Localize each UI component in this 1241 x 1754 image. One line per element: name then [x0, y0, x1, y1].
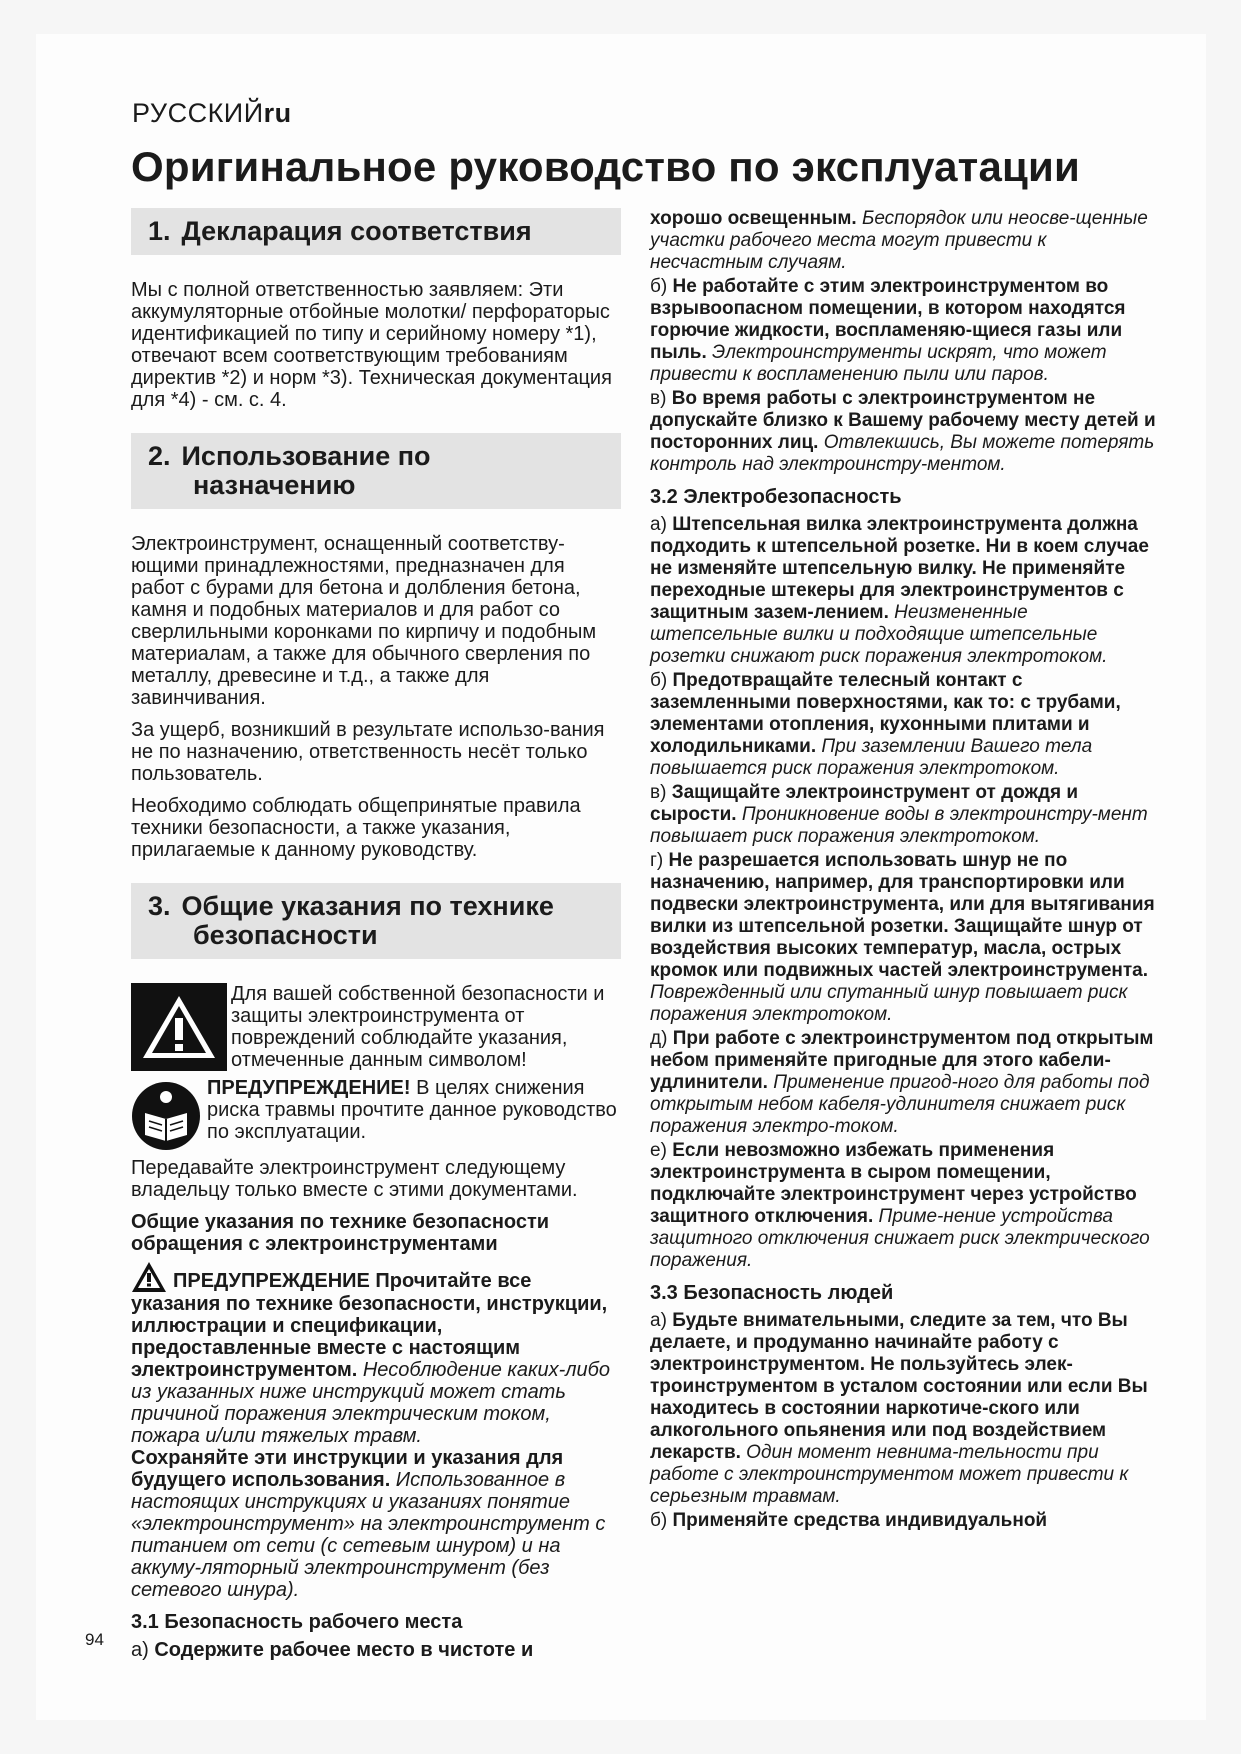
- personal-item-a: а) Будьте внимательными, следите за тем, что Вы делаете, и продуманно начинайте работу с электроинструментом. Не пользуйтесь элек-троинструментом в усталом состоянии или если Вы находитесь в состоянии наркотиче-ского или алкогольного опьянения или под воздействием лекарств. Один момент невнима-тельности при работе с электроинструментом может привести к серьезным травмам.: [650, 1310, 1148, 1507]
- left-column: [131, 208, 621, 1671]
- page-title: Оригинальное руководство по эксплуатации: [131, 143, 1081, 190]
- read-manual-icon: [131, 1081, 201, 1151]
- electrical-item-e: е) Если невозможно избежать применения электроинструмента в сыром помещении, подключайте электроинструмент через устройство защитного отключения. Приме-нение устройства защитного отключения снижает риск электрического поражения.: [650, 1140, 1150, 1271]
- declaration-text: Мы с полной ответственностью заявляем: Эти аккумуляторные отбойные молотки/ перфораторыс идентификацией по типу и серийному номеру *1), отвечают всем соответствующим требованиям директив *2) и норм *3). Техническая документация для *4) - см. с. 4.: [131, 279, 612, 411]
- liability-text: За ущерб, возникший в результате использо-вания не по назначению, ответственность несёт только пользователь.: [131, 719, 605, 785]
- personal-item-b: б) Применяйте средства индивидуальной: [650, 1510, 1048, 1531]
- pass-on-text: Передавайте электроинструмент следующему владельцу только вместе с этими документами.: [131, 1157, 578, 1201]
- section-1-heading: 1. Декларация соответствия: [131, 208, 621, 255]
- work-area-safety-heading: 3.1 Безопасность рабочего места: [131, 1611, 463, 1633]
- personal-safety-heading: 3.3 Безопасность людей: [650, 1282, 894, 1304]
- electrical-item-a: а) Штепсельная вилка электроинструмента должна подходить к штепсельной розетке. Ни в коем случае не изменяйте штепсельную вилку. Не применяйте переходные штекеры для электроинструментов с защитным зазем-лением. Неизмененные штепсельные вилки и подходящие штепсельные розетки снижают риск поражения электротоком.: [650, 514, 1149, 667]
- work-area-item-a: а) Содержите рабочее место в чистоте и: [131, 1639, 534, 1661]
- electrical-safety-heading: 3.2 Электробезопасность: [650, 486, 902, 508]
- right-column: [650, 208, 1156, 1542]
- electrical-item-d: д) При работе с электроинструментом под открытым небом применяйте пригодные для этого кабели-удлинители. Применение пригод-ного для работы под открытым небом кабеля-удлинителя снижает риск поражения электро-током.: [650, 1028, 1154, 1137]
- warning-symbol-row: [131, 983, 621, 1071]
- language-label: РУССКИЙru: [132, 98, 292, 128]
- safety-rules-text: Необходимо соблюдать общепринятые правила техники безопасности, а также указания, прилагаемые к данному руководству.: [131, 795, 581, 861]
- electrical-item-v: в) Защищайте электроинструмент от дождя и сырости. Проникновение воды в электроинстру-мент повышает риск поражения электротоком.: [650, 782, 1148, 847]
- work-area-item-b: б) Не работайте с этим электроинструментом во взрывоопасном помещении, в котором находятся горючие жидкости, воспламеняю-щиеся газы или пыль. Электроинструменты искрят, что может привести к воспламенению пыли или паров.: [650, 276, 1126, 385]
- section-2-heading: 2. Использование по назначению: [131, 433, 621, 509]
- general-warning-text: ПРЕДУПРЕЖДЕНИЕ Прочитайте все указания по технике безопасности, инструкции, иллюстрации и спецификации, предоставленные вместе с настоящим электроинструментом. Несоблюдение каких-либо из указанных ниже инструкций может стать причиной поражения электрическим током, пожара и/или тяжелых травм.: [131, 1261, 621, 1447]
- electrical-item-b: б) Предотвращайте телесный контакт с заземленными поверхностями, как то: с трубами, элементами отопления, кухонными плитами и холодильниками. При заземлении Вашего тела повышается риск поражения электротоком.: [650, 670, 1121, 779]
- read-manual-text: ПРЕДУПРЕЖДЕНИЕ! В целях снижения риска травмы прочтите данное руководство по эксплуатации.: [207, 1077, 617, 1143]
- work-area-item-a-cont: хорошо освещенным. Беспорядок или неосве-щенные участки рабочего места могут привести к несчастным случаям.: [650, 208, 1148, 273]
- keep-instructions-text: Сохраняйте эти инструкции и указания для будущего использования. Использованное в настоящих инструкциях и указаниях понятие «электроинструмент» на электроинструмент с питанием от сети (с сетевым шнуром) и на аккуму-ляторный электроинструмент (без сетевого шнура).: [131, 1447, 606, 1601]
- language-code: ru: [263, 98, 292, 128]
- warning-symbol-text: Для вашей собственной безопасности и защиты электроинструмента от повреждений соблюдайте указания, отмеченные данным символом!: [231, 983, 605, 1071]
- warning-triangle-icon: [131, 983, 227, 1071]
- intended-use-text: Электроинструмент, оснащенный соответству-ющими принадлежностями, предназначен для работ с бурами для бетона и долбления бетона, камня и подобных материалов и для работ со сверлильными коронками по кирпичу и подобным материалам, а также для обычного сверления по металлу, древесине и т.д., а также для завинчивания.: [131, 533, 597, 709]
- page-number: 94: [85, 1630, 104, 1649]
- general-safety-heading: Общие указания по технике безопасности обращения с электроинструментами: [131, 1211, 550, 1255]
- small-warning-icon: [131, 1261, 167, 1293]
- work-area-item-v: в) Во время работы с электроинструментом не допускайте близко к Вашему рабочему месту детей и посторонних лиц. Отвлекшись, Вы можете потерять контроль над электроинстру-ментом.: [650, 388, 1156, 475]
- section-3-heading: 3. Общие указания по технике безопасности: [131, 883, 621, 959]
- read-manual-row: [131, 1077, 621, 1151]
- electrical-item-g: г) Не разрешается использовать шнур не по назначению, например, для транспортировки или подвески электроинструмента, или для вытягивания вилки из штепсельной розетки. Защищайте шнур от воздействия высоких температур, масла, острых кромок или подвижных частей электроинструмента. Поврежденный или спутанный шнур повышает риск поражения электротоком.: [650, 850, 1155, 1025]
